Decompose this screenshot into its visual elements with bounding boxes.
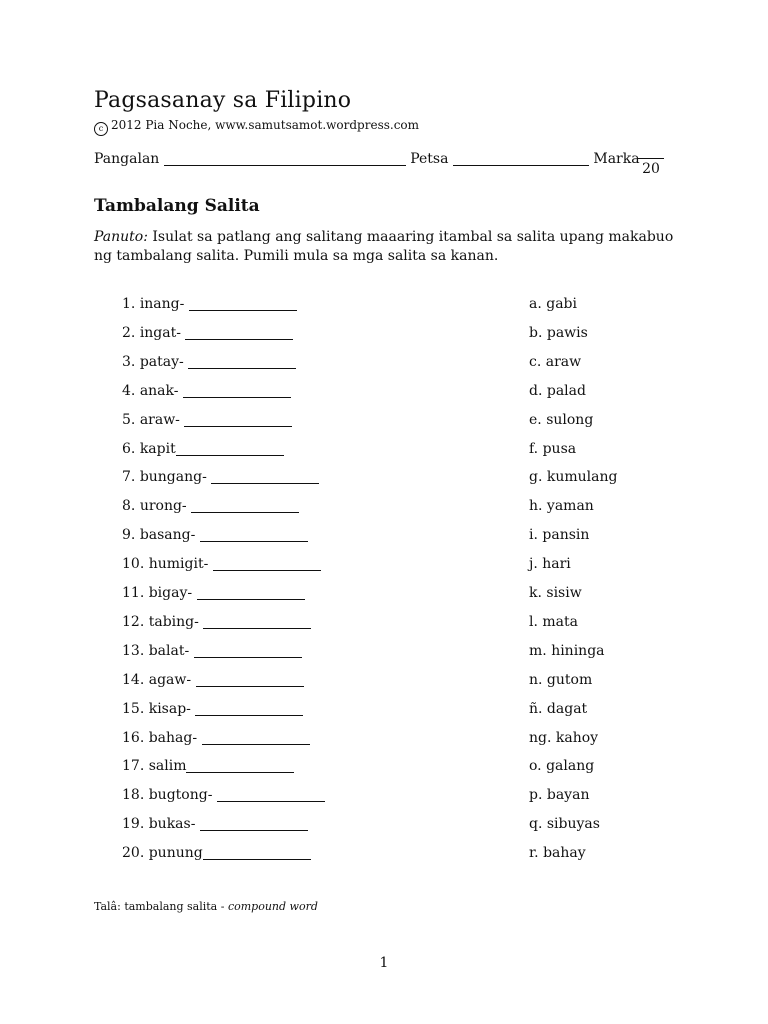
choice-item — [529, 556, 571, 572]
question-item — [122, 527, 308, 543]
choice-word: hari — [542, 556, 571, 573]
answer-blank[interactable] — [200, 528, 308, 542]
question-item — [122, 672, 304, 688]
footnote — [94, 900, 318, 913]
question-number: 16. — [122, 729, 145, 746]
question-item — [122, 325, 293, 341]
answer-blank[interactable] — [203, 615, 311, 629]
answer-blank[interactable] — [217, 788, 325, 802]
question-item — [122, 296, 297, 312]
answer-blank[interactable] — [196, 673, 304, 687]
question-item — [122, 701, 303, 717]
question-number: 11. — [122, 585, 145, 601]
question-number: 5. — [122, 411, 136, 428]
question-item — [122, 441, 284, 457]
choice-item — [529, 383, 586, 399]
choice-item — [529, 441, 576, 457]
exercise-row — [0, 701, 768, 723]
question-word: bahag- — [148, 729, 198, 746]
question-item — [122, 816, 308, 832]
choice-item — [529, 325, 588, 341]
answer-blank[interactable] — [188, 355, 296, 369]
question-word: anak- — [139, 382, 179, 399]
question-number: 3. — [122, 353, 136, 370]
question-word: bigay- — [148, 585, 193, 601]
question-number: 13. — [122, 642, 145, 659]
question-word: kapit — [139, 440, 176, 457]
question-word: patay- — [139, 353, 184, 370]
answer-blank[interactable] — [213, 557, 321, 571]
exercise-row — [0, 672, 768, 694]
question-number: 7. — [122, 469, 136, 486]
choice-word: bayan — [546, 787, 590, 804]
question-word: salim — [148, 758, 187, 775]
score-line — [638, 158, 664, 159]
instructions — [94, 228, 684, 266]
exercise-row — [0, 730, 768, 752]
question-number: 20. — [122, 845, 145, 862]
choice-word: gabi — [546, 296, 577, 312]
choice-item — [529, 354, 581, 370]
question-word: bukas- — [148, 816, 196, 833]
question-number: 14. — [122, 671, 145, 688]
question-item — [122, 787, 325, 803]
question-word: humigit- — [148, 556, 209, 573]
choice-letter: f. — [529, 440, 539, 457]
question-word: ingat- — [139, 324, 181, 341]
choice-word: kahoy — [555, 729, 599, 746]
question-item — [122, 556, 321, 572]
choice-letter: r. — [529, 845, 539, 862]
instructions-text: Isulat sa patlang ang salitang maaaring itambal sa salita upang makabuo ng tambalang salita. Pumili mula sa mga salita sa kanan. — [94, 229, 674, 264]
answer-blank[interactable] — [189, 297, 297, 311]
choice-word: pusa — [542, 440, 577, 457]
exercise-row — [0, 325, 768, 347]
question-number: 10. — [122, 556, 145, 573]
question-word: araw- — [139, 411, 180, 428]
question-item — [122, 469, 319, 485]
exercise-row — [0, 383, 768, 405]
exercise-row — [0, 787, 768, 809]
answer-blank[interactable] — [197, 586, 305, 600]
exercise-row — [0, 643, 768, 665]
answer-blank[interactable] — [203, 846, 311, 860]
choice-item — [529, 730, 598, 746]
date-blank[interactable] — [453, 151, 589, 166]
answer-blank[interactable] — [211, 470, 319, 484]
choice-word: sulong — [546, 411, 594, 428]
score-box[interactable] — [638, 158, 664, 177]
worksheet-title: Pagsasanay sa Filipino — [94, 88, 352, 113]
footnote-translation: compound word — [227, 900, 318, 913]
choice-letter: i. — [529, 527, 538, 544]
section-title: Tambalang Salita — [94, 196, 260, 216]
choice-word: gutom — [546, 671, 593, 688]
instructions-lead: Panuto: — [94, 229, 148, 245]
choice-item — [529, 787, 589, 803]
question-item — [122, 643, 302, 659]
choice-item — [529, 816, 600, 832]
name-blank[interactable] — [164, 151, 406, 166]
exercise-row — [0, 758, 768, 780]
choice-word: bahay — [543, 845, 586, 862]
exercise-row — [0, 441, 768, 463]
choice-letter: ng. — [529, 729, 552, 746]
choice-letter: n. — [529, 671, 543, 688]
choice-item — [529, 643, 605, 659]
choice-item — [529, 469, 617, 485]
choice-letter: o. — [529, 758, 542, 775]
answer-blank[interactable] — [191, 499, 299, 513]
answer-blank[interactable] — [185, 326, 293, 340]
date-label: Petsa — [410, 151, 449, 167]
question-number: 17. — [122, 758, 145, 775]
choice-letter: l. — [529, 613, 538, 630]
choice-item — [529, 498, 594, 514]
choice-item — [529, 585, 582, 601]
choice-word: pawis — [546, 324, 588, 341]
answer-blank[interactable] — [195, 702, 303, 716]
choice-item — [529, 758, 594, 774]
score-label: Marka — [593, 151, 640, 167]
answer-blank[interactable] — [202, 731, 310, 745]
exercise-row — [0, 412, 768, 434]
choice-word: sibuyas — [546, 816, 600, 833]
question-item — [122, 383, 291, 399]
choice-letter: e. — [529, 411, 542, 428]
question-number: 18. — [122, 787, 145, 804]
choice-item — [529, 527, 589, 543]
question-number: 1. — [122, 296, 136, 312]
answer-blank[interactable] — [176, 442, 284, 456]
exercise-row — [0, 816, 768, 838]
question-number: 15. — [122, 700, 145, 717]
choice-letter: a. — [529, 296, 542, 312]
question-number: 2. — [122, 324, 136, 341]
student-info-row — [94, 151, 640, 167]
question-word: urong- — [139, 498, 187, 515]
question-item — [122, 585, 305, 601]
question-item — [122, 614, 311, 630]
choice-letter: q. — [529, 816, 543, 833]
name-label: Pangalan — [94, 151, 160, 167]
exercise-row — [0, 527, 768, 549]
choice-word: kumulang — [546, 469, 618, 486]
copyright-text: 2012 Pia Noche, www.samutsamot.wordpress.com — [111, 118, 420, 132]
question-word: punung — [148, 845, 203, 862]
question-item — [122, 730, 310, 746]
choice-letter: p. — [529, 787, 543, 804]
question-word: bugtong- — [148, 787, 213, 804]
answer-blank[interactable] — [186, 759, 294, 773]
exercise-row — [0, 614, 768, 636]
answer-blank[interactable] — [183, 384, 291, 398]
choice-item — [529, 296, 577, 312]
choice-item — [529, 845, 586, 861]
page-number: 1 — [379, 955, 389, 971]
question-word: balat- — [148, 642, 190, 659]
choice-letter: k. — [529, 585, 542, 601]
question-word: tabing- — [148, 613, 199, 630]
exercise-row — [0, 469, 768, 491]
exercise-row — [0, 296, 768, 318]
copyright-line — [94, 118, 419, 136]
choice-word: palad — [546, 382, 586, 399]
question-item — [122, 845, 311, 861]
question-word: kisap- — [148, 700, 191, 717]
answer-blank[interactable] — [194, 644, 302, 658]
question-number: 6. — [122, 440, 136, 457]
exercise-row — [0, 845, 768, 867]
choice-letter: b. — [529, 324, 543, 341]
choice-letter: g. — [529, 469, 543, 486]
choice-letter: j. — [529, 556, 538, 573]
question-item — [122, 354, 296, 370]
choice-word: sisiw — [546, 585, 582, 601]
choice-item — [529, 614, 578, 630]
question-word: inang- — [139, 296, 185, 312]
footnote-label: Talâ: tambalang salita - — [94, 900, 225, 913]
exercise-row — [0, 556, 768, 578]
question-word: agaw- — [148, 671, 192, 688]
copyright-icon: c — [94, 122, 108, 136]
question-word: bungang- — [139, 469, 207, 486]
exercise-row — [0, 585, 768, 607]
question-item — [122, 758, 294, 774]
answer-blank[interactable] — [200, 817, 308, 831]
choice-letter: m. — [529, 642, 547, 659]
question-number: 4. — [122, 382, 136, 399]
choice-word: hininga — [551, 642, 605, 659]
choice-word: galang — [546, 758, 595, 775]
choice-word: dagat — [546, 700, 588, 717]
choice-word: yaman — [546, 498, 594, 515]
choice-item — [529, 412, 593, 428]
question-item — [122, 412, 292, 428]
question-word: basang- — [139, 527, 196, 544]
choice-item — [529, 672, 592, 688]
score-total: 20 — [642, 161, 660, 177]
answer-blank[interactable] — [184, 413, 292, 427]
choice-letter: c. — [529, 353, 542, 370]
choice-letter: d. — [529, 382, 543, 399]
question-item — [122, 498, 299, 514]
question-number: 19. — [122, 816, 145, 833]
question-number: 9. — [122, 527, 136, 544]
exercise-row — [0, 354, 768, 376]
choice-word: pansin — [542, 527, 590, 544]
choice-item — [529, 701, 587, 717]
choice-word: araw — [545, 353, 582, 370]
choice-letter: h. — [529, 498, 543, 515]
question-number: 12. — [122, 613, 145, 630]
exercise-row — [0, 498, 768, 520]
choice-word: mata — [542, 613, 578, 630]
question-number: 8. — [122, 498, 136, 515]
choice-letter: ñ. — [529, 700, 543, 717]
